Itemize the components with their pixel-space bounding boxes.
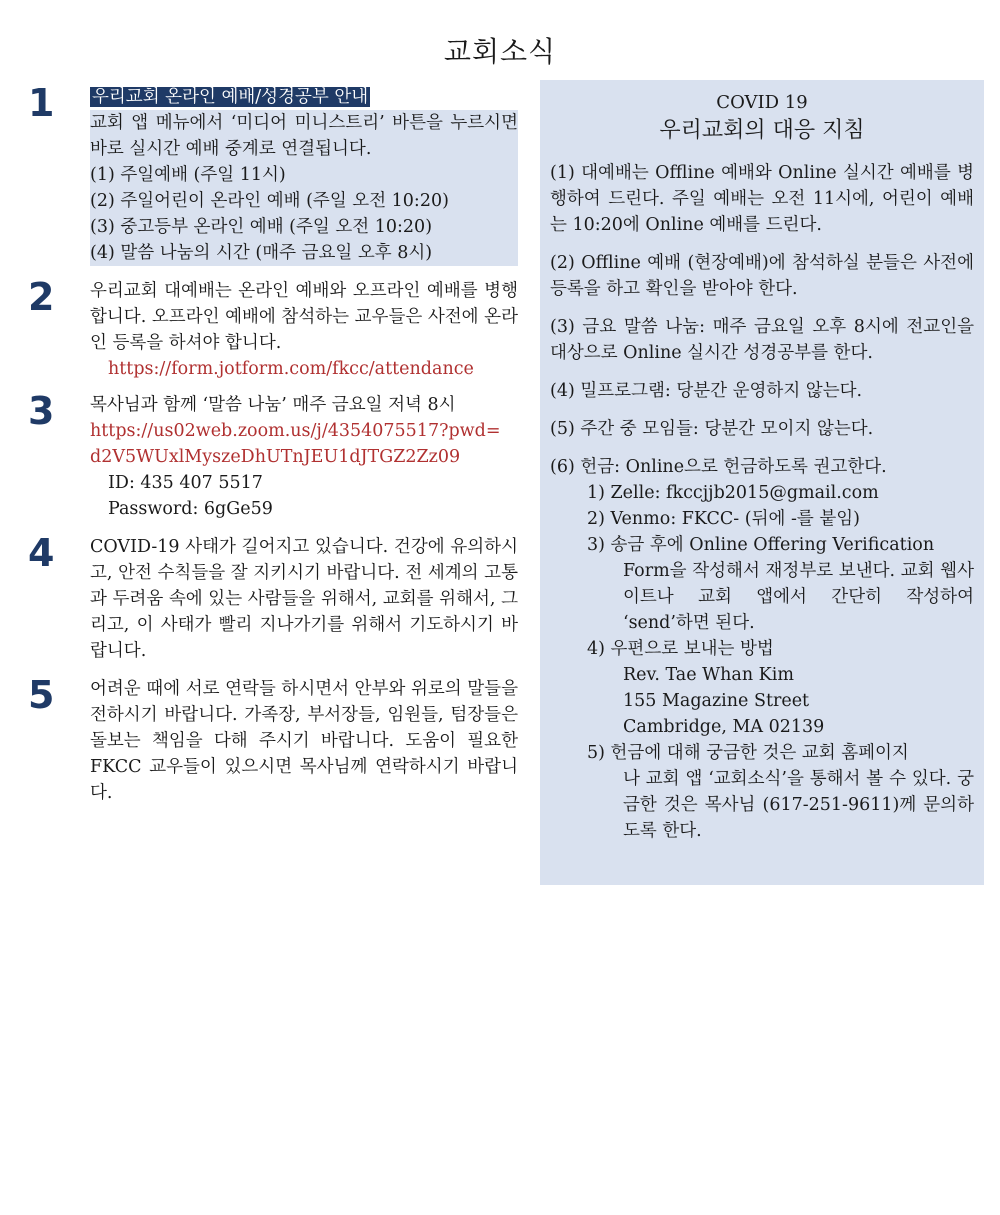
address-name: Rev. Tae Whan Kim [623, 665, 794, 685]
address-city: Cambridge, MA 02139 [623, 717, 825, 737]
item-heading: 우리교회 온라인 예배/성경공부 안내 [92, 87, 369, 107]
offering-step-3-detail: Form을 작성해서 재정부로 보낸다. 교회 웹사이트나 교회 앱에서 간단히 작성하여 ‘send’하면 된다. [623, 561, 974, 633]
venmo-info: 2) Venmo: FKCC- (뒤에 -를 붙임) [587, 509, 860, 529]
news-item-2 [28, 275, 518, 382]
news-item-5 [28, 673, 518, 806]
zoom-link[interactable] [90, 418, 518, 470]
offering-step-5: 5) 헌금에 대해 궁금한 것은 교회 홈페이지 [587, 743, 909, 763]
item-number: 3 [28, 389, 53, 433]
zoom-password: Password: 6gGe59 [108, 499, 273, 519]
news-item-1 [28, 81, 518, 266]
address-street: 155 Magazine Street [623, 691, 810, 711]
offering-step-3: 3) 송금 후에 Online Offering Verification [587, 535, 935, 555]
panel-subtitle: 우리교회의 대응 지침 [659, 118, 865, 143]
item-text: 교회 앱 메뉴에서 ‘미디어 미니스트리’ 바튼을 누르시면 바로 실시간 예배 중계로 연결됩니다. [90, 110, 518, 162]
guideline-4: (4) 밀프로그램: 당분간 운영하지 않는다. [550, 381, 863, 401]
item-number: 2 [28, 275, 53, 319]
covid-guidelines-panel [540, 80, 984, 885]
list-item: (4) 말씀 나눔의 시간 (매주 금요일 오후 8시) [90, 243, 433, 263]
guideline-6: (6) 헌금: Online으로 헌금하도록 권고한다. [550, 457, 887, 477]
list-item: (3) 중고등부 온라인 예배 (주일 오전 10:20) [90, 217, 433, 237]
guideline-2: (2) Offline 예배 (현장예배)에 참석하실 분들은 사전에 등록을 하고 확인을 받아야 한다. [550, 253, 974, 299]
zelle-info: 1) Zelle: fkccjjb2015@gmail.com [587, 483, 879, 503]
guideline-5: (5) 주간 중 모임들: 당분간 모이지 않는다. [550, 419, 874, 439]
attendance-link[interactable]: https://form.jotform.com/fkcc/attendance [108, 359, 474, 379]
zoom-link-line[interactable]: d2V5WUxlMyszeDhUTnJEU1dJTGZ2Zz09 [90, 447, 461, 467]
item-text: 우리교회 대예배는 온라인 예배와 오프라인 예배를 병행합니다. 오프라인 예배에 참석하는 교우들은 사전에 온라인 등록을 하셔야 합니다. [90, 281, 518, 353]
zoom-link-line[interactable]: https://us02web.zoom.us/j/4354075517?pwd= [90, 421, 501, 441]
item-number: 1 [28, 81, 53, 125]
panel-title: COVID 19 [716, 92, 808, 113]
offering-step-5-detail: 나 교회 앱 ‘교회소식’을 통해서 볼 수 있다. 궁금한 것은 목사님 (617-251-9611)께 문의하도록 한다. [623, 769, 974, 841]
item-number: 5 [28, 673, 53, 717]
zoom-id: ID: 435 407 5517 [108, 473, 263, 493]
item-text: 어려운 때에 서로 연락들 하시면서 안부와 위로의 말들을 전하시기 바랍니다. 가족장, 부서장들, 임원들, 텀장들은 돌보는 책임을 다해 주시기 바랍니다. 도움이 필요한 FKCC 교우들이 있으시면 목사님께 연락하시기 바랍니다. [90, 679, 518, 803]
service-list [90, 162, 518, 266]
offering-step-4: 4) 우편으로 보내는 방법 [587, 639, 774, 659]
item-text: 목사님과 함께 ‘말씀 나눔’ 매주 금요일 저녁 8시 [90, 395, 456, 415]
item-number: 4 [28, 531, 53, 575]
list-item: (2) 주일어린이 온라인 예배 (주일 오전 10:20) [90, 191, 449, 211]
guideline-3: (3) 금요 말씀 나눔: 매주 금요일 오후 8시에 전교인을 대상으로 Online 실시간 성경공부를 한다. [550, 317, 974, 363]
news-item-3 [28, 389, 518, 522]
news-item-4 [28, 531, 518, 664]
item-text: COVID-19 사태가 길어지고 있습니다. 건강에 유의하시고, 안전 수칙들을 잘 지키시기 바랍니다. 전 세계의 고통과 두려움 속에 있는 사람들을 위해서, 교회를 위해서, 그리고, 이 사태가 빨리 지나가기를 위해서 기도하시기 바랍니다. [90, 537, 518, 661]
list-item: (1) 주일예배 (주일 11시) [90, 165, 286, 185]
guideline-1: (1) 대예배는 Offline 예배와 Online 실시간 예배를 병행하여 드린다. 주일 예배는 오전 11시에, 어린이 예배는 10:20에 Online 예배를 드린다. [550, 163, 974, 235]
page-title: 교회소식 [443, 35, 557, 68]
